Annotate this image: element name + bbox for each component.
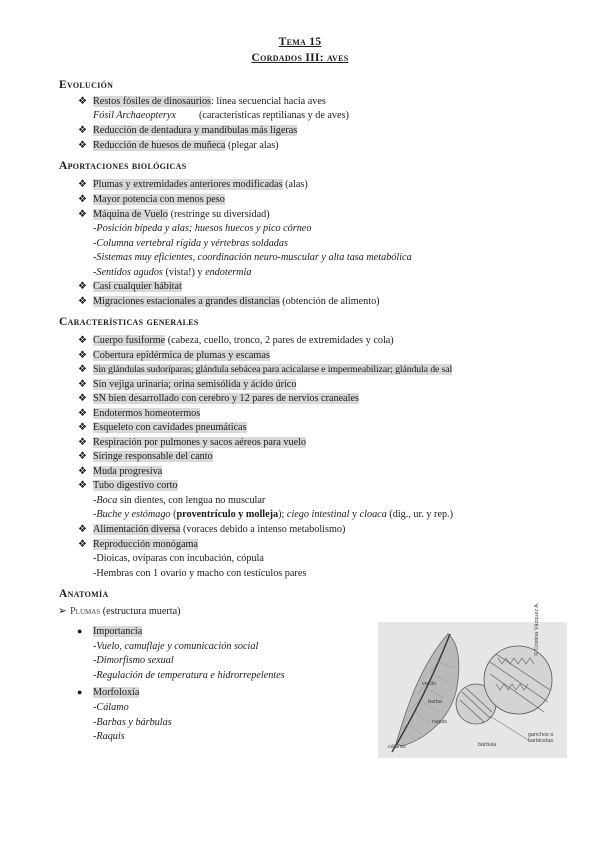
magnify-circle-2 (484, 646, 552, 714)
diamond-bullet-icon: ❖ (78, 480, 87, 491)
diamond-bullet-icon: ❖ (78, 296, 87, 307)
section-evolucion: Evolución (59, 79, 114, 91)
figure-label-ganchos: ganchos o barbicelas (528, 732, 554, 744)
figure-label-vexilo: vexilo (422, 681, 437, 687)
diamond-bullet-icon: ❖ (78, 393, 87, 404)
figure-label-calamo: cálamo (388, 744, 406, 750)
diamond-bullet-icon: ❖ (78, 209, 87, 220)
diamond-bullet-icon: ❖ (78, 379, 87, 390)
figure-credit: © Cristina Vázquez A. (534, 602, 540, 656)
diamond-bullet-icon: ❖ (78, 422, 87, 433)
figure-label-barba: barba (428, 699, 443, 705)
section-caracteristicas: Características generales (59, 316, 199, 328)
diamond-bullet-icon: ❖ (78, 194, 87, 205)
diamond-bullet-icon: ❖ (78, 335, 87, 346)
section-anatomia: Anatomía (59, 588, 109, 600)
diamond-bullet-icon: ❖ (78, 140, 87, 151)
section-aportaciones: Aportaciones biológicas (59, 160, 187, 172)
tema-number: Tema 15 (278, 36, 322, 48)
page-title: Cordados III: aves (251, 52, 349, 64)
figure-label-raquis: raquis (432, 719, 447, 725)
diamond-bullet-icon: ❖ (78, 539, 87, 550)
diamond-bullet-icon: ❖ (78, 364, 87, 375)
diamond-bullet-icon: ❖ (78, 350, 87, 361)
diamond-bullet-icon: ❖ (78, 451, 87, 462)
arrow-bullet-icon: ➢ (58, 606, 67, 617)
diamond-bullet-icon: ❖ (78, 281, 87, 292)
circle-bullet-icon: ● (77, 687, 83, 697)
document-page: Tema 15 Cordados III: aves Evolución ❖ Restos fósiles de dinosaurios: línea secuencial hacia aves Fósil Archaeopteryx (características reptilianas y de aves) ❖ Reducción de dentadura y mandíbulas más ligeras ❖ Reducción de huesos de muñeca (plegar alas) Aportaciones biológicas ❖ Plumas y extremidades anteriores modificadas (alas) ❖ Mayor potencia con menos peso ❖ Máquina de Vuelo (restringe su diversidad) -Posición bípeda y alas; huesos huecos y pico córneo -Columna vertebral rígida y vértebras soldadas -Sistemas muy eficientes, coordinación neuro-muscular y alta tasa metabólica -Sentidos agudos (vista!) y endotermia ❖ Casi cualquier hábitat ❖ Migraciones estacionales a grandes distancias (obtención de alimento) Características generales ❖ Cuerpo fusiforme (cabeza, cuello, tronco, 2 pares de extremidades y cola) ❖ Cobertura epidérmica de plumas y escamas ❖ Sin glándulas sudoríparas; glándula sebácea para acicalarse e impermeabilizar; glándula de sal ❖ Sin vejiga urinaria; orina semisólida y ácido úrico ❖ SN bien desarrollado con cerebro y 12 pares de nervios craneales ❖ Endotermos homeotermos ❖ Esqueleto con cavidades pneumáticas ❖ Respiración por pulmones y sacos aéreos para vuelo ❖ Siringe responsable del canto ❖ Muda progresiva ❖ Tubo digestivo corto -Boca sin dientes, con lengua no muscular -Buche y estómago (proventrículo y molleja); ciego intestinal y cloaca (dig., ur. y rep.) ❖ Alimentación diversa (voraces debido a intenso metabolismo) ❖ Reproducción monógama -Dioicas, ovíparas con incubación, cópula -Hembras con 1 ovario y macho con testículos pares Anatomía ➢ Plumas (estructura muerta) ● Importancia -Vuelo, camuflaje y comunicación social -Dimorfismo sexual -Regulación de temperatura e hidrorrepelentes ● Morfoloxía -Cálamo -Barbas y bárbulas -Raquis vexilo barba raquis bárbula cálamo ganchos o barbicelas © Cristina Vázquez A. (0, 0, 600, 848)
diamond-bullet-icon: ❖ (78, 125, 87, 136)
diamond-bullet-icon: ❖ (78, 437, 87, 448)
feather-diagram (378, 602, 567, 758)
diamond-bullet-icon: ❖ (78, 179, 87, 190)
circle-bullet-icon: ● (77, 626, 83, 636)
figure-label-barbula: bárbula (478, 742, 497, 748)
diamond-bullet-icon: ❖ (78, 524, 87, 535)
diamond-bullet-icon: ❖ (78, 466, 87, 477)
diamond-bullet-icon: ❖ (78, 96, 87, 107)
diamond-bullet-icon: ❖ (78, 408, 87, 419)
